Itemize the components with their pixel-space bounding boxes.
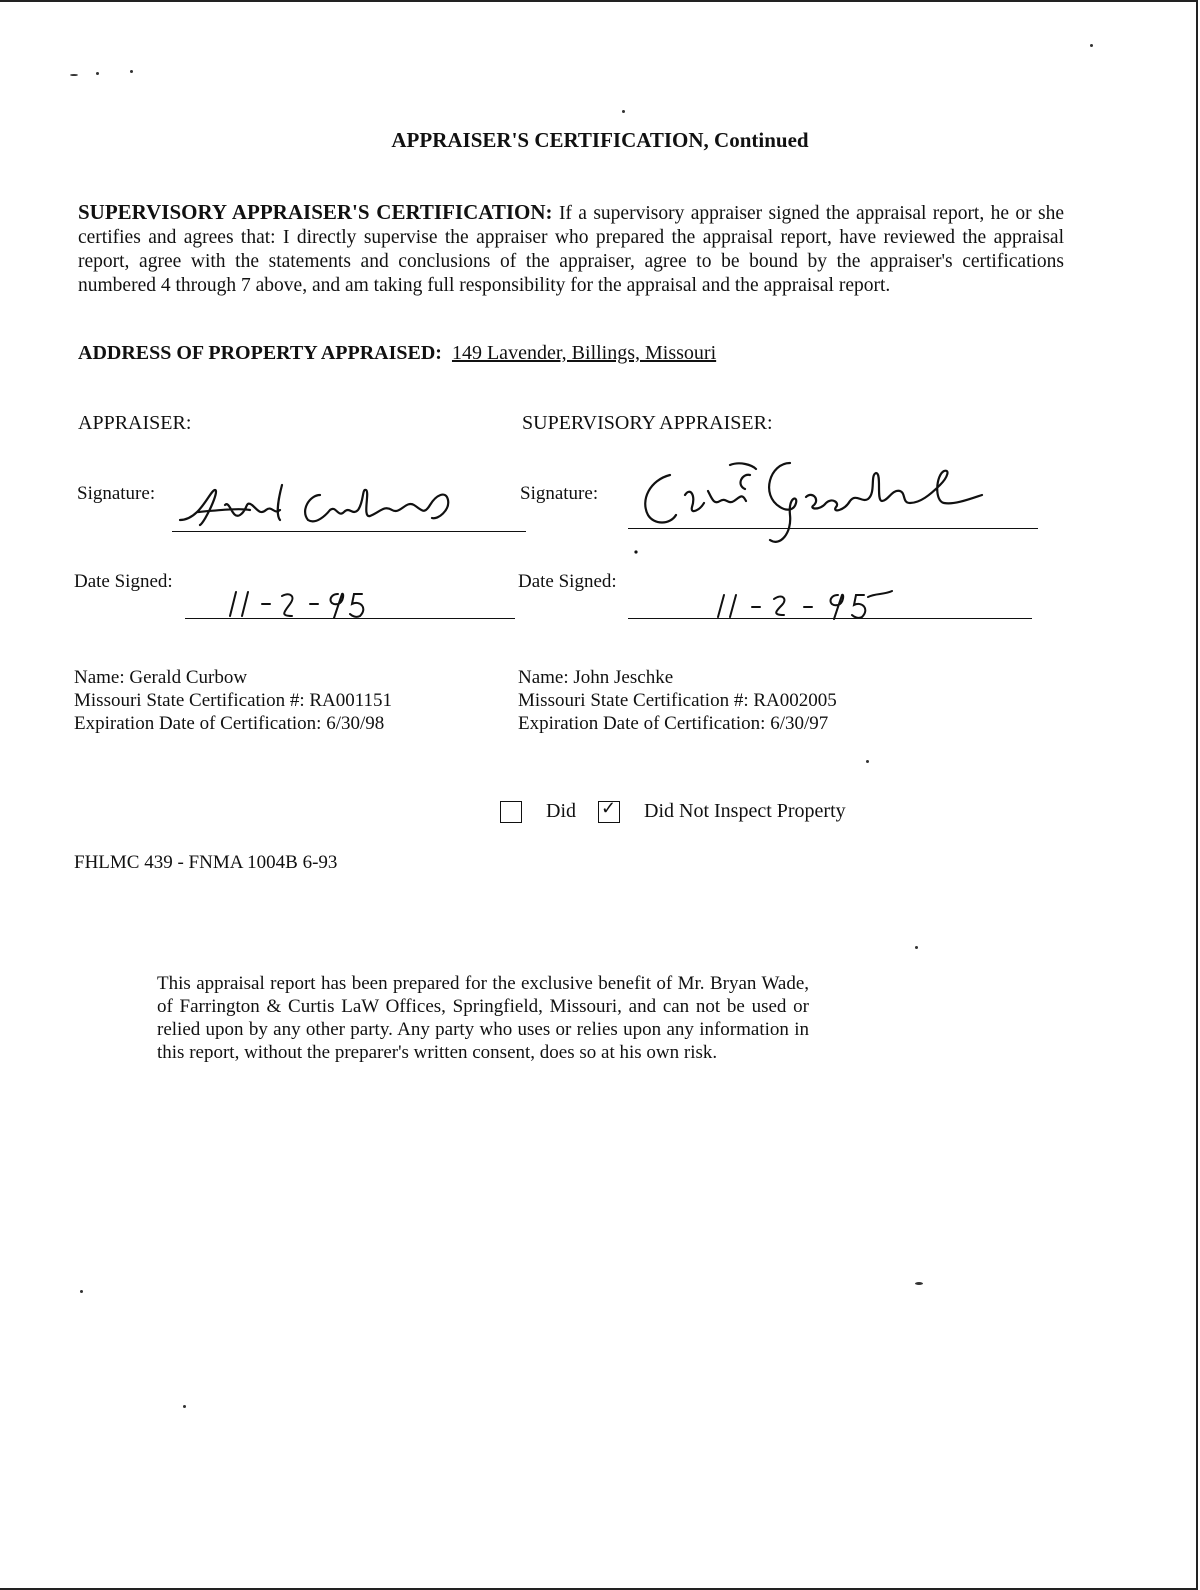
appraiser-info: [74, 666, 392, 735]
page-title: APPRAISER'S CERTIFICATION, Continued: [391, 128, 809, 152]
appraiser-date-handwriting: [220, 584, 380, 624]
supervisory-certification-number: Missouri State Certification #: RA002005: [518, 690, 837, 711]
appraiser-name: Name: Gerald Curbow: [74, 667, 248, 688]
supervisory-signature-label: Signature:: [520, 483, 599, 504]
scan-speck: [130, 70, 133, 73]
appraiser-date-label: Date Signed:: [74, 571, 173, 592]
appraiser-certification-number: Missouri State Certification #: RA001151: [74, 690, 393, 711]
checkmark-icon: ✓: [601, 797, 617, 818]
did-inspect-checkbox[interactable]: [500, 801, 522, 823]
scan-speck: [915, 1282, 923, 1285]
certification-body: If a supervisory appraiser signed the appraisal report, he or she certifies and agrees that: I directly supervise the appraiser who prepared the appraisal report, have reviewed the appraisal report, agree with the statements and conclusions of the appraiser, agree to be bound by the appraiser's certifications numbered 4 through 7 above, and am taking full responsibility for the appraisal and the appraisal report.: [78, 203, 1065, 296]
appraiser-expiration-date: Expiration Date of Certification: 6/30/98: [74, 713, 385, 734]
supervisory-heading: SUPERVISORY APPRAISER:: [522, 412, 773, 434]
form-identifier: FHLMC 439 - FNMA 1004B 6-93: [74, 852, 338, 873]
supervisory-expiration-date: Expiration Date of Certification: 6/30/97: [518, 713, 829, 734]
supervisory-date-label: Date Signed:: [518, 571, 617, 592]
supervisory-date-handwriting: [708, 583, 898, 625]
supervisory-signature: [630, 455, 1010, 555]
appraiser-signature: [170, 470, 490, 540]
scan-speck: [96, 72, 99, 75]
scan-speck: [80, 1290, 83, 1293]
supervisory-info: [518, 666, 837, 735]
scan-speck: [183, 1405, 186, 1408]
appraiser-signature-label: Signature:: [77, 483, 156, 504]
certification-heading: SUPERVISORY APPRAISER'S CERTIFICATION:: [78, 200, 553, 224]
certification-paragraph: [78, 200, 1064, 298]
supervisory-name: Name: John Jeschke: [518, 667, 674, 688]
scan-speck: [866, 760, 869, 763]
scan-speck: [622, 110, 625, 113]
did-not-inspect-label: Did Not Inspect Property: [644, 800, 846, 822]
did-not-inspect-checkbox[interactable]: [598, 797, 620, 823]
scan-speck: [70, 74, 78, 76]
appraiser-heading: APPRAISER:: [78, 412, 192, 434]
property-address-label: ADDRESS OF PROPERTY APPRAISED:: [78, 342, 442, 364]
scan-speck: [915, 946, 918, 949]
property-address-row: [78, 342, 716, 365]
disclaimer-paragraph: This appraisal report has been prepared for the exclusive benefit of Mr. Bryan Wade, of Farrington & Curtis LaW Offices, Springfield, Missouri, and can not be used or relied upon by any other party. Any party who uses or relies upon any information in this report, without the preparer's written consent, does so at his own risk.: [157, 973, 809, 1063]
did-inspect-label: Did: [546, 800, 576, 822]
inspection-row: [500, 797, 846, 823]
scan-speck: [1090, 44, 1093, 47]
property-address-value: 149 Lavender, Billings, Missouri: [451, 342, 717, 364]
